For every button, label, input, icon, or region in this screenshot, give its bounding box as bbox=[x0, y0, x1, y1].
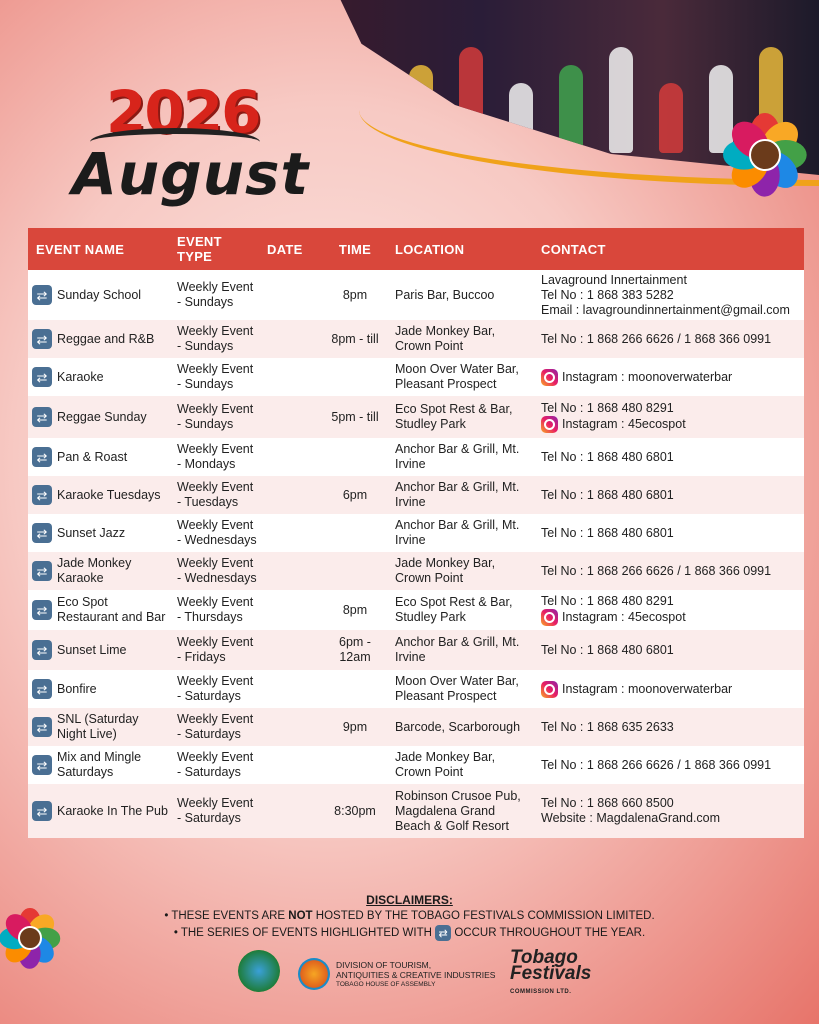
sun-emblem-icon bbox=[298, 958, 330, 990]
contact-line bbox=[541, 811, 800, 826]
contact-text: Tel No : 1 868 266 6626 / 1 868 366 0991 bbox=[541, 563, 772, 578]
event-time-cell bbox=[319, 746, 391, 784]
event-contact-cell bbox=[537, 590, 804, 630]
event-contact-cell bbox=[537, 320, 804, 358]
event-location-cell: Paris Bar, Buccoo bbox=[391, 270, 537, 320]
disclaimer-line bbox=[0, 925, 819, 941]
table-row bbox=[28, 708, 804, 746]
disclaimer-text: HOSTED BY THE TOBAGO FESTIVALS COMMISSION LIMITED. bbox=[312, 910, 655, 922]
events-table bbox=[28, 228, 804, 838]
table-row bbox=[28, 358, 804, 396]
table-row bbox=[28, 514, 804, 552]
event-name: Sunset Lime bbox=[57, 642, 127, 657]
contact-line bbox=[541, 488, 800, 503]
event-name-cell bbox=[28, 270, 173, 320]
event-location-cell: Robinson Crusoe Pub, Magdalena Grand Beach & Golf Resort bbox=[391, 784, 537, 838]
event-type-cell: Weekly Event - Saturdays bbox=[173, 784, 263, 838]
contact-line bbox=[541, 594, 800, 609]
event-contact-cell bbox=[537, 708, 804, 746]
logo-text: DIVISION OF TOURISM, bbox=[336, 960, 432, 970]
contact-text: Tel No : 1 868 480 6801 bbox=[541, 487, 674, 502]
event-name: Karaoke bbox=[57, 369, 104, 384]
event-name: Reggae and R&B bbox=[57, 331, 155, 346]
event-name-cell bbox=[28, 358, 173, 396]
repeat-icon: ⇄ bbox=[32, 407, 52, 427]
event-type-cell: Weekly Event - Saturdays bbox=[173, 670, 263, 708]
contact-line bbox=[541, 369, 800, 386]
event-date-cell bbox=[263, 396, 319, 438]
disclaimer-text: • THE SERIES OF EVENTS HIGHLIGHTED WITH bbox=[173, 927, 436, 940]
repeat-icon: ⇄ bbox=[32, 447, 52, 467]
disclaimers-title: DISCLAIMERS: bbox=[366, 893, 453, 907]
event-time-cell bbox=[319, 438, 391, 476]
table-row bbox=[28, 270, 804, 320]
contact-text: Instagram : 45ecospot bbox=[562, 609, 686, 624]
event-location-cell: Jade Monkey Bar, Crown Point bbox=[391, 320, 537, 358]
repeat-icon: ⇄ bbox=[32, 755, 52, 775]
table-row bbox=[28, 552, 804, 590]
repeat-icon: ⇄ bbox=[32, 679, 52, 699]
column-header: CONTACT bbox=[537, 228, 804, 270]
event-location-cell: Moon Over Water Bar, Pleasant Prospect bbox=[391, 358, 537, 396]
column-header: EVENT TYPE bbox=[173, 228, 263, 270]
event-name-cell bbox=[28, 514, 173, 552]
event-name: Bonfire bbox=[57, 681, 97, 696]
contact-line bbox=[541, 401, 800, 416]
repeat-icon: ⇄ bbox=[32, 640, 52, 660]
event-location-cell: Anchor Bar & Grill, Mt. Irvine bbox=[391, 476, 537, 514]
event-type-cell: Weekly Event - Sundays bbox=[173, 396, 263, 438]
contact-line bbox=[541, 564, 800, 579]
event-contact-cell bbox=[537, 438, 804, 476]
repeat-icon: ⇄ bbox=[32, 285, 52, 305]
event-location-cell: Eco Spot Rest & Bar, Studley Park bbox=[391, 590, 537, 630]
table-row bbox=[28, 438, 804, 476]
event-contact-cell bbox=[537, 270, 804, 320]
event-date-cell bbox=[263, 320, 319, 358]
contact-text: Instagram : moonoverwaterbar bbox=[562, 369, 733, 384]
contact-text: Instagram : 45ecospot bbox=[562, 416, 686, 431]
contact-line bbox=[541, 758, 800, 773]
event-contact-cell bbox=[537, 784, 804, 838]
tobago-house-of-assembly-logo bbox=[238, 950, 280, 992]
table-row bbox=[28, 476, 804, 514]
column-header: LOCATION bbox=[391, 228, 537, 270]
event-name: SNL (Saturday Night Live) bbox=[57, 712, 139, 741]
contact-text: Website : MagdalenaGrand.com bbox=[541, 811, 721, 825]
contact-line bbox=[541, 273, 800, 288]
contact-text: Tel No : 1 868 266 6626 / 1 868 366 0991 bbox=[541, 331, 772, 346]
event-date-cell bbox=[263, 630, 319, 670]
event-name-cell bbox=[28, 708, 173, 746]
event-location-cell: Jade Monkey Bar, Crown Point bbox=[391, 552, 537, 590]
event-time-cell: 8:30pm bbox=[319, 784, 391, 838]
event-date-cell bbox=[263, 708, 319, 746]
contact-line bbox=[541, 303, 800, 318]
event-contact-cell bbox=[537, 358, 804, 396]
event-date-cell bbox=[263, 784, 319, 838]
logo-text: TOBAGO HOUSE OF ASSEMBLY bbox=[336, 981, 436, 988]
contact-line bbox=[541, 450, 800, 465]
event-date-cell bbox=[263, 670, 319, 708]
contact-line bbox=[541, 416, 800, 433]
event-type-cell: Weekly Event - Saturdays bbox=[173, 746, 263, 784]
event-date-cell bbox=[263, 514, 319, 552]
event-time-cell: 5pm - till bbox=[319, 396, 391, 438]
repeat-icon: ⇄ bbox=[32, 801, 52, 821]
event-type-cell: Weekly Event - Mondays bbox=[173, 438, 263, 476]
contact-text: Tel No : 1 868 480 8291 bbox=[541, 401, 674, 415]
table-row bbox=[28, 670, 804, 708]
event-type-cell: Weekly Event - Tuesdays bbox=[173, 476, 263, 514]
table-row bbox=[28, 320, 804, 358]
event-type-cell: Weekly Event - Sundays bbox=[173, 358, 263, 396]
column-header: DATE bbox=[263, 228, 319, 270]
event-type-cell: Weekly Event - Saturdays bbox=[173, 708, 263, 746]
event-name: Pan & Roast bbox=[57, 449, 128, 464]
division-of-tourism-logo bbox=[298, 956, 498, 992]
event-date-cell bbox=[263, 358, 319, 396]
event-type-cell: Weekly Event - Wednesdays bbox=[173, 514, 263, 552]
repeat-icon: ⇄ bbox=[32, 485, 52, 505]
event-name: Karaoke Tuesdays bbox=[57, 487, 161, 502]
repeat-icon: ⇄ bbox=[435, 925, 451, 941]
year-heading: 2026 bbox=[106, 78, 260, 146]
event-location-cell: Eco Spot Rest & Bar, Studley Park bbox=[391, 396, 537, 438]
event-name: Reggae Sunday bbox=[57, 409, 147, 424]
month-heading: August bbox=[72, 140, 310, 208]
table-row bbox=[28, 630, 804, 670]
event-location-cell: Anchor Bar & Grill, Mt. Irvine bbox=[391, 630, 537, 670]
contact-text: Tel No : 1 868 383 5282 bbox=[541, 287, 674, 302]
sponsor-logos bbox=[0, 947, 819, 1000]
disclaimer-text: OCCUR THROUGHOUT THE YEAR. bbox=[451, 927, 646, 940]
event-date-cell bbox=[263, 438, 319, 476]
table-row bbox=[28, 590, 804, 630]
event-contact-cell bbox=[537, 514, 804, 552]
event-type-cell: Weekly Event - Sundays bbox=[173, 270, 263, 320]
event-contact-cell bbox=[537, 396, 804, 438]
event-name-cell bbox=[28, 396, 173, 438]
disclaimer-line bbox=[0, 910, 819, 922]
contact-text: Tel No : 1 868 480 8291 bbox=[541, 594, 674, 608]
event-date-cell bbox=[263, 746, 319, 784]
event-date-cell bbox=[263, 270, 319, 320]
event-contact-cell bbox=[537, 670, 804, 708]
event-time-cell: 6pm bbox=[319, 476, 391, 514]
event-contact-cell bbox=[537, 746, 804, 784]
contact-text: Tel No : 1 868 480 6801 bbox=[541, 449, 674, 464]
event-time-cell: 8pm bbox=[319, 270, 391, 320]
logo-text: Tobago Festivals bbox=[510, 947, 592, 984]
event-date-cell bbox=[263, 552, 319, 590]
contact-line bbox=[541, 643, 800, 658]
event-name-cell bbox=[28, 552, 173, 590]
tobago-festivals-logo bbox=[510, 947, 600, 1000]
event-name: Mix and Mingle Saturdays bbox=[57, 750, 142, 779]
event-location-cell: Anchor Bar & Grill, Mt. Irvine bbox=[391, 438, 537, 476]
event-time-cell bbox=[319, 514, 391, 552]
contact-text: Email : lavagroundinnertainment@gmail.com bbox=[541, 302, 790, 317]
logo-text: COMMISSION LTD. bbox=[510, 989, 572, 995]
flower-logo-top bbox=[710, 100, 819, 210]
event-time-cell: 8pm - till bbox=[319, 320, 391, 358]
repeat-icon: ⇄ bbox=[32, 600, 52, 620]
event-location-cell: Moon Over Water Bar, Pleasant Prospect bbox=[391, 670, 537, 708]
repeat-icon: ⇄ bbox=[32, 329, 52, 349]
event-date-cell bbox=[263, 476, 319, 514]
event-name: Jade Monkey Karaoke bbox=[57, 556, 132, 585]
event-time-cell: 8pm bbox=[319, 590, 391, 630]
event-type-cell: Weekly Event - Sundays bbox=[173, 320, 263, 358]
event-time-cell bbox=[319, 552, 391, 590]
disclaimer-text: • THESE EVENTS ARE bbox=[164, 910, 289, 922]
disclaimers bbox=[0, 893, 819, 941]
event-time-cell: 6pm - 12am bbox=[319, 630, 391, 670]
event-location-cell: Barcode, Scarborough bbox=[391, 708, 537, 746]
contact-text: Lavaground Innertainment bbox=[541, 272, 687, 287]
column-header: EVENT NAME bbox=[28, 228, 173, 270]
event-type-cell: Weekly Event - Wednesdays bbox=[173, 552, 263, 590]
event-time-cell bbox=[319, 358, 391, 396]
event-name-cell bbox=[28, 590, 173, 630]
event-name-cell bbox=[28, 320, 173, 358]
logo-text: ANTIQUITIES & CREATIVE INDUSTRIES bbox=[336, 970, 496, 980]
repeat-icon: ⇄ bbox=[32, 561, 52, 581]
contact-text: Tel No : 1 868 660 8500 bbox=[541, 796, 674, 810]
contact-line bbox=[541, 526, 800, 541]
event-type-cell: Weekly Event - Fridays bbox=[173, 630, 263, 670]
contact-line bbox=[541, 288, 800, 303]
event-name-cell bbox=[28, 746, 173, 784]
event-location-cell: Jade Monkey Bar, Crown Point bbox=[391, 746, 537, 784]
event-time-cell bbox=[319, 670, 391, 708]
instagram-icon bbox=[541, 609, 558, 626]
contact-text: Tel No : 1 868 635 2633 bbox=[541, 719, 674, 734]
contact-line bbox=[541, 609, 800, 626]
event-time-cell: 9pm bbox=[319, 708, 391, 746]
event-type-cell: Weekly Event - Thursdays bbox=[173, 590, 263, 630]
event-name-cell bbox=[28, 476, 173, 514]
contact-text: Tel No : 1 868 480 6801 bbox=[541, 525, 674, 540]
event-name-cell bbox=[28, 630, 173, 670]
table-row bbox=[28, 784, 804, 838]
contact-line bbox=[541, 681, 800, 698]
event-contact-cell bbox=[537, 552, 804, 590]
repeat-icon: ⇄ bbox=[32, 367, 52, 387]
contact-line bbox=[541, 332, 800, 347]
contact-text: Tel No : 1 868 266 6626 / 1 868 366 0991 bbox=[541, 757, 772, 772]
repeat-icon: ⇄ bbox=[32, 717, 52, 737]
repeat-icon: ⇄ bbox=[32, 523, 52, 543]
contact-text: Tel No : 1 868 480 6801 bbox=[541, 642, 674, 657]
event-name: Sunset Jazz bbox=[57, 525, 126, 540]
contact-line bbox=[541, 720, 800, 735]
event-name-cell bbox=[28, 438, 173, 476]
event-contact-cell bbox=[537, 476, 804, 514]
event-location-cell: Anchor Bar & Grill, Mt. Irvine bbox=[391, 514, 537, 552]
table-row bbox=[28, 396, 804, 438]
contact-line bbox=[541, 796, 800, 811]
instagram-icon bbox=[541, 369, 558, 386]
event-name-cell bbox=[28, 670, 173, 708]
event-name-cell bbox=[28, 784, 173, 838]
event-name: Eco Spot Restaurant and Bar bbox=[57, 595, 166, 624]
instagram-icon bbox=[541, 416, 558, 433]
event-name: Karaoke In The Pub bbox=[57, 803, 168, 818]
disclaimer-emphasis: NOT bbox=[288, 910, 313, 922]
event-name: Sunday School bbox=[57, 287, 142, 302]
instagram-icon bbox=[541, 681, 558, 698]
table-row bbox=[28, 746, 804, 784]
column-header: TIME bbox=[319, 228, 391, 270]
contact-text: Instagram : moonoverwaterbar bbox=[562, 681, 733, 696]
table-header-row bbox=[28, 228, 804, 270]
event-date-cell bbox=[263, 590, 319, 630]
event-contact-cell bbox=[537, 630, 804, 670]
